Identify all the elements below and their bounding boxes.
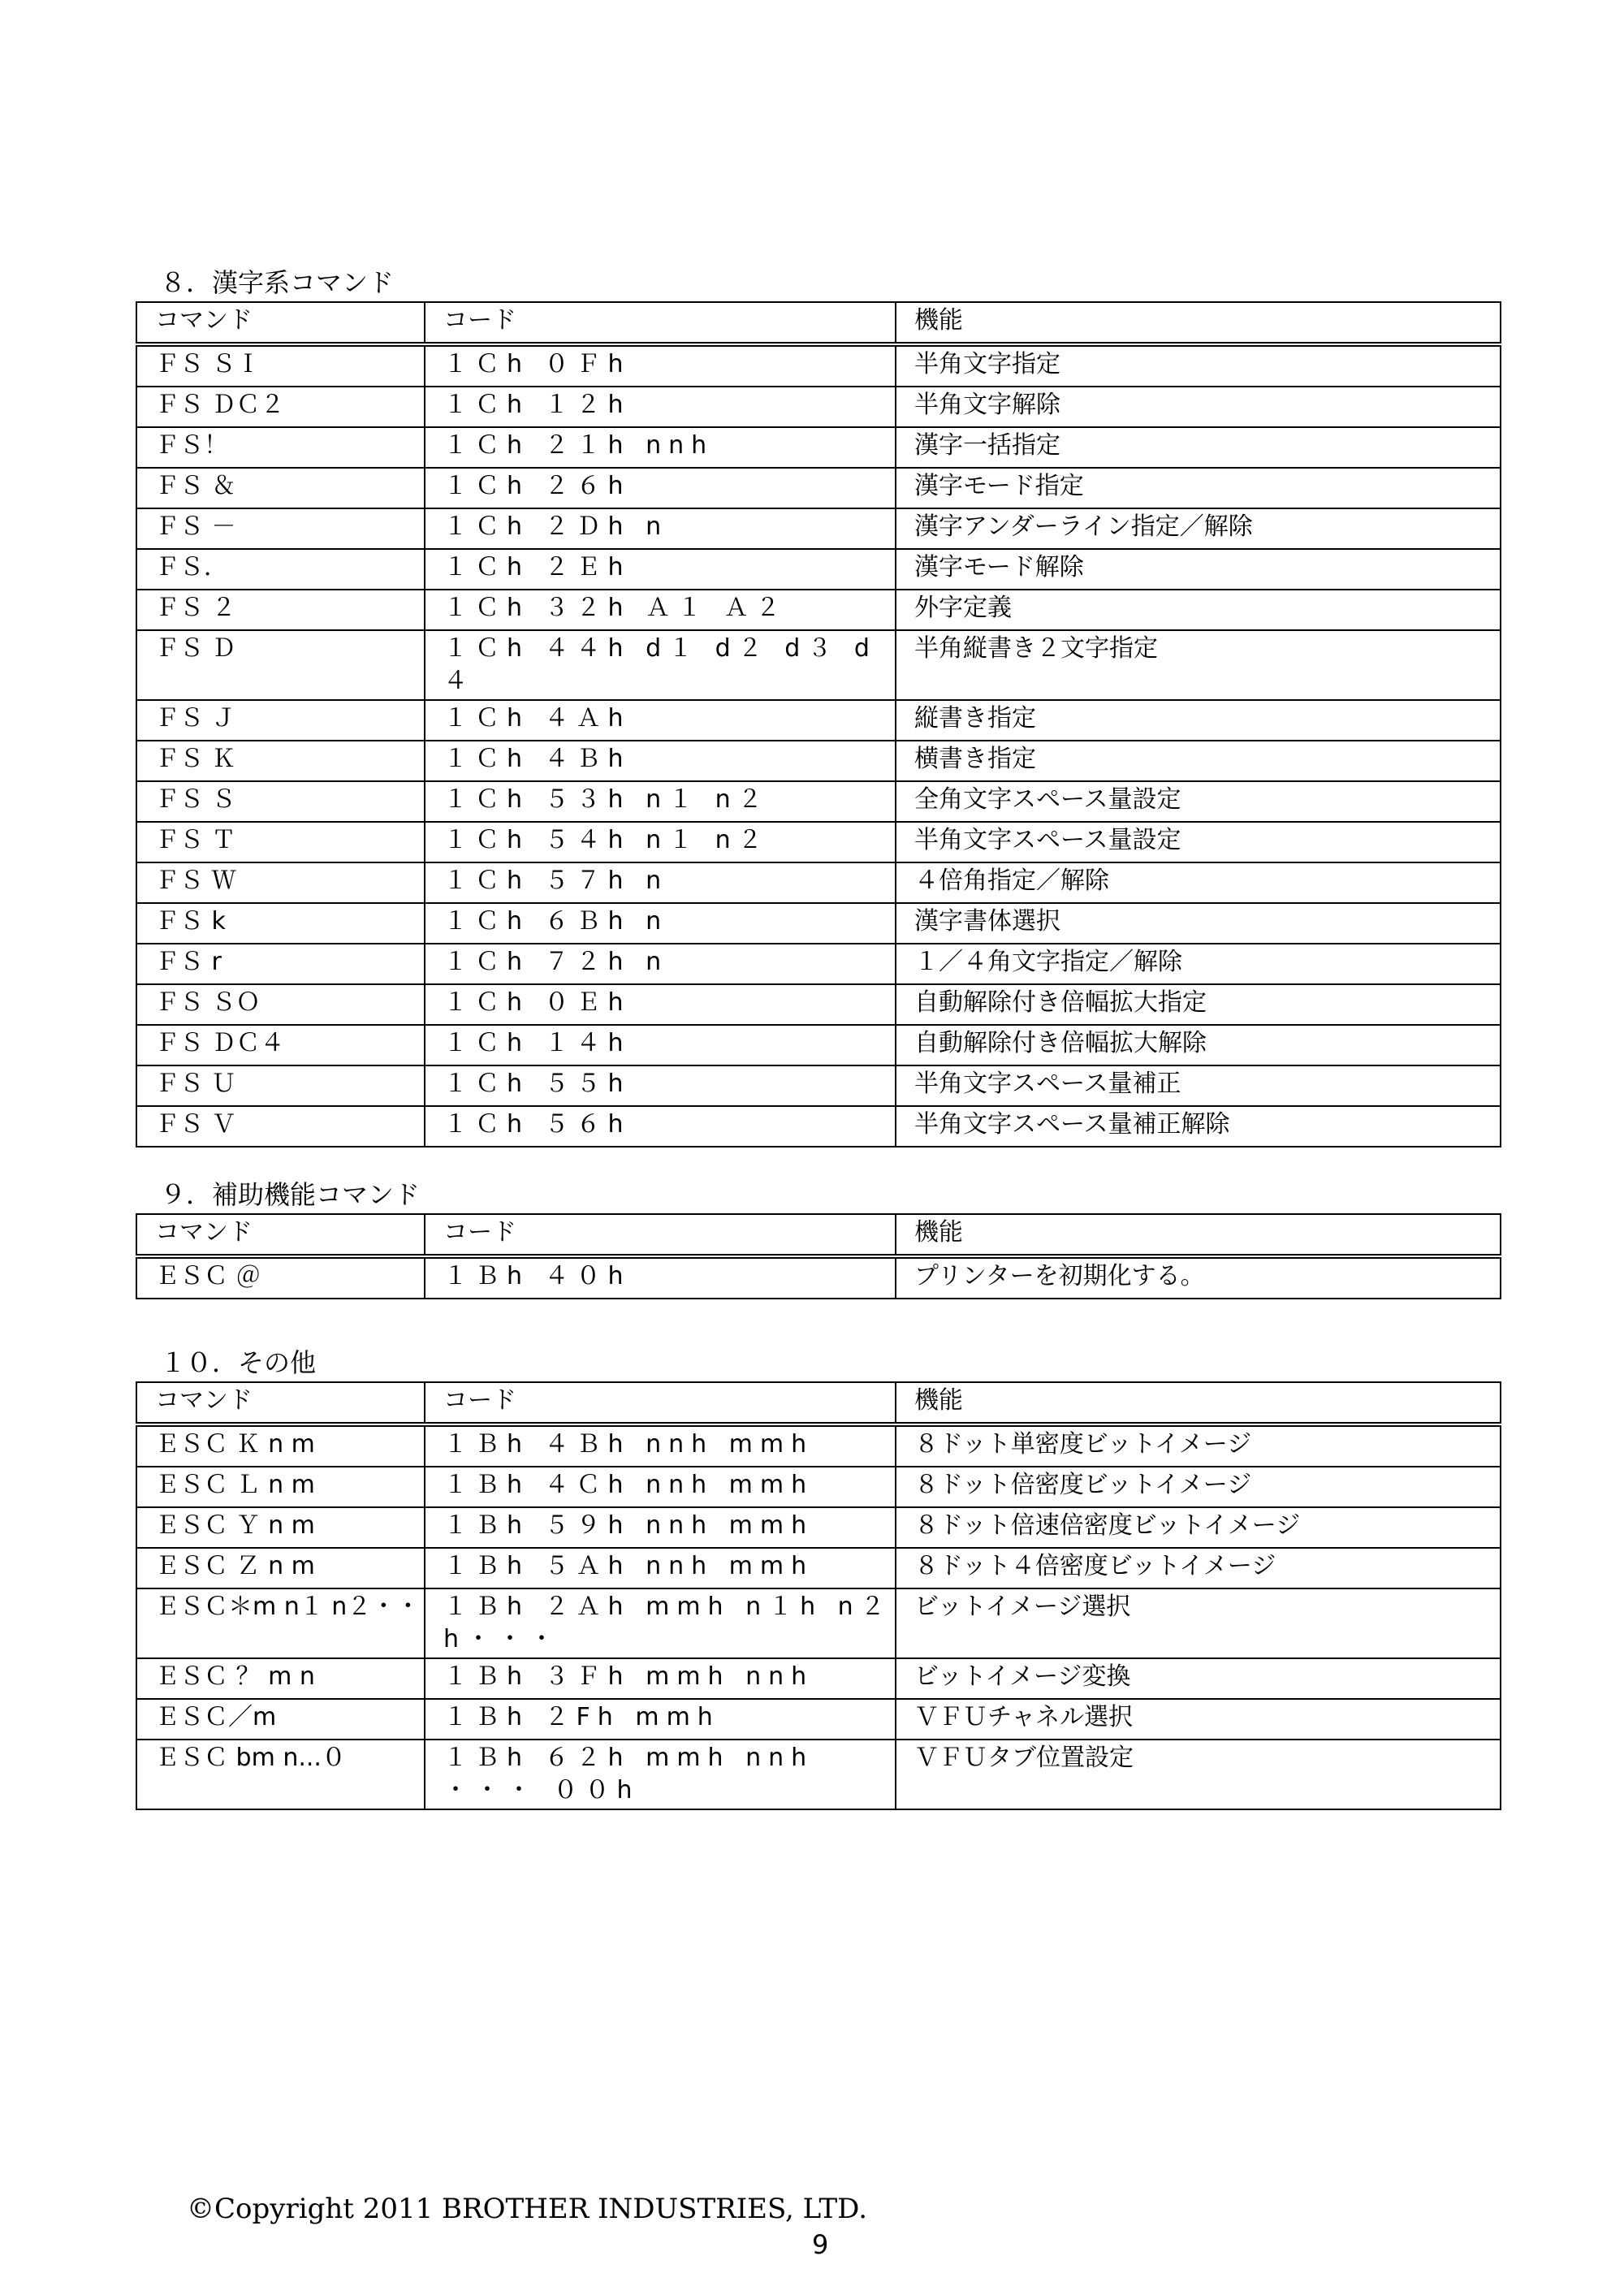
command-cell: ＦＳ ＆ [136, 468, 425, 508]
function-cell: ビットイメージ選択 [896, 1588, 1501, 1658]
header-function: 機能 [896, 1214, 1501, 1256]
table-row [136, 1658, 1501, 1699]
table-row [136, 1025, 1501, 1065]
table-body [136, 1424, 1501, 1809]
command-cell: ＥＳＣ Ｌ n m [136, 1467, 425, 1507]
header-code: コード [425, 1382, 896, 1424]
function-cell: ８ドット単密度ビットイメージ [896, 1424, 1501, 1467]
command-cell: ＥＳＣ Ｚ n m [136, 1548, 425, 1588]
code-cell: １Ｃh ３２h Ａ１ Ａ２ [425, 590, 896, 630]
code-cell: １Ｂh ２Ａh mmh n１h n２h・・・ [425, 1588, 896, 1658]
function-cell: 横書き指定 [896, 741, 1501, 781]
table-row [136, 1065, 1501, 1106]
command-cell: ＥＳＣ／m [136, 1699, 425, 1740]
code-cell: １Ｃh ２Ｄh n [425, 508, 896, 549]
table-row [136, 344, 1501, 387]
code-cell: １Ｂh ４Ｂh nnh mmh [425, 1424, 896, 1467]
function-cell: 漢字モード指定 [896, 468, 1501, 508]
command-cell: ＦＳ Ｕ [136, 1065, 425, 1106]
code-cell: １Ｃh １２h [425, 387, 896, 427]
function-cell: １／４角文字指定／解除 [896, 944, 1501, 984]
code-cell: １Ｃh ５６h [425, 1106, 896, 1147]
table-row [136, 1548, 1501, 1588]
table-row [136, 944, 1501, 984]
command-cell: ＦＳ r [136, 944, 425, 984]
code-cell: １Ｃh ５４h n１ n２ [425, 822, 896, 862]
table-row [136, 427, 1501, 468]
function-cell: 自動解除付き倍幅拡大指定 [896, 984, 1501, 1025]
code-cell: １Ｂh ６２h mmh nnh ・・・ ００h [425, 1740, 896, 1809]
function-cell: 漢字モード解除 [896, 549, 1501, 590]
command-cell: ＦＳ Ｖ [136, 1106, 425, 1147]
table-row [136, 822, 1501, 862]
header-row [136, 1214, 1501, 1256]
header-code: コード [425, 1214, 896, 1256]
command-cell: ＦＳ Ｔ [136, 822, 425, 862]
table-row [136, 1507, 1501, 1548]
command-cell: ＦＳ k [136, 903, 425, 944]
header-command: コマンド [136, 1382, 425, 1424]
table-row [136, 1467, 1501, 1507]
header-command: コマンド [136, 1214, 425, 1256]
table-header [136, 302, 1501, 344]
function-cell: 縦書き指定 [896, 700, 1501, 741]
code-cell: １Ｂh ４Ｃh nnh mmh [425, 1467, 896, 1507]
function-cell: ４倍角指定／解除 [896, 862, 1501, 903]
header-command: コマンド [136, 302, 425, 344]
command-cell: ＦＳ Ｗ [136, 862, 425, 903]
section-title: ８．漢字系コマンド [160, 267, 395, 298]
code-cell: １Ｃh ０Ｆh [425, 344, 896, 387]
function-cell: 半角文字スペース量設定 [896, 822, 1501, 862]
table-row [136, 903, 1501, 944]
command-cell: ＦＳ ＳＯ [136, 984, 425, 1025]
table-body [136, 344, 1501, 1147]
command-cell: ＥＳＣ ？ m n [136, 1658, 425, 1699]
table-row [136, 1106, 1501, 1147]
command-cell: ＦＳ Ｓ [136, 781, 425, 822]
function-cell: ＶＦＵタブ位置設定 [896, 1740, 1501, 1809]
table-row [136, 508, 1501, 549]
table-row [136, 984, 1501, 1025]
command-cell: ＦＳ ＤＣ２ [136, 387, 425, 427]
header-function: 機能 [896, 1382, 1501, 1424]
table-body [136, 1256, 1501, 1299]
function-cell: 漢字書体選択 [896, 903, 1501, 944]
command-cell: ＦＳ － [136, 508, 425, 549]
header-row [136, 302, 1501, 344]
function-cell: ８ドット倍密度ビットイメージ [896, 1467, 1501, 1507]
code-cell: １Ｂh ４０h [425, 1256, 896, 1299]
code-cell: １Ｃh ４４h d１ d２ d３ d４ [425, 630, 896, 700]
command-table [136, 301, 1501, 1148]
copyright-notice: ©Copyright 2011 BROTHER INDUSTRIES, LTD. [187, 2193, 868, 2225]
table-header [136, 1382, 1501, 1424]
table-row [136, 1588, 1501, 1658]
table-row [136, 1699, 1501, 1740]
code-cell: １Ｃh ５５h [425, 1065, 896, 1106]
code-cell: １Ｃh ２６h [425, 468, 896, 508]
table-row [136, 741, 1501, 781]
code-cell: １Ｂh ５Ａh nnh mmh [425, 1548, 896, 1588]
table-header [136, 1214, 1501, 1256]
function-cell: ビットイメージ変換 [896, 1658, 1501, 1699]
command-cell: ＦＳ Ｋ [136, 741, 425, 781]
command-cell: ＦＳ ＤＣ４ [136, 1025, 425, 1065]
function-cell: 漢字アンダーライン指定／解除 [896, 508, 1501, 549]
code-cell: １Ｃh ５３h n１ n２ [425, 781, 896, 822]
command-cell: ＥＳＣ Ｋ n m [136, 1424, 425, 1467]
command-cell: ＥＳＣ＊m n１ n２・・ [136, 1588, 425, 1658]
function-cell: ８ドット倍速倍密度ビットイメージ [896, 1507, 1501, 1548]
code-cell: １Ｃh ４Ｂh [425, 741, 896, 781]
page-number: 9 [812, 2229, 829, 2260]
command-cell: ＥＳＣ bm n...０ [136, 1740, 425, 1809]
code-cell: １Ｃh ５７h n [425, 862, 896, 903]
table-row [136, 1424, 1501, 1467]
table-row [136, 387, 1501, 427]
function-cell: 半角文字スペース量補正解除 [896, 1106, 1501, 1147]
function-cell: プリンターを初期化する。 [896, 1256, 1501, 1299]
command-table [136, 1381, 1501, 1810]
header-code: コード [425, 302, 896, 344]
code-cell: １Ｃh ２Ｅh [425, 549, 896, 590]
function-cell: 自動解除付き倍幅拡大解除 [896, 1025, 1501, 1065]
header-function: 機能 [896, 302, 1501, 344]
table-row [136, 862, 1501, 903]
function-cell: 半角文字指定 [896, 344, 1501, 387]
header-row [136, 1382, 1501, 1424]
command-cell: ＦＳ！ [136, 427, 425, 468]
table-row [136, 549, 1501, 590]
code-cell: １Ｃh ４Ａh [425, 700, 896, 741]
command-cell: ＥＳＣ ＠ [136, 1256, 425, 1299]
code-cell: １Ｂh ２Fh mmh [425, 1699, 896, 1740]
table-row [136, 1256, 1501, 1299]
function-cell: 半角文字スペース量補正 [896, 1065, 1501, 1106]
command-cell: ＦＳ ＳＩ [136, 344, 425, 387]
section-kanji-commands [136, 264, 1500, 1148]
table-row [136, 630, 1501, 700]
function-cell: 半角文字解除 [896, 387, 1501, 427]
code-cell: １Ｂh ５９h nnh mmh [425, 1507, 896, 1548]
function-cell: ８ドット４倍密度ビットイメージ [896, 1548, 1501, 1588]
function-cell: 漢字一括指定 [896, 427, 1501, 468]
command-cell: ＦＳ Ｊ [136, 700, 425, 741]
command-table [136, 1213, 1501, 1299]
function-cell: 半角縦書き２文字指定 [896, 630, 1501, 700]
section-title: ９．補助機能コマンド [160, 1179, 421, 1210]
table-row [136, 468, 1501, 508]
code-cell: １Ｂh ３Ｆh mmh nnh [425, 1658, 896, 1699]
table-row [136, 590, 1501, 630]
command-cell: ＥＳＣ Ｙ n m [136, 1507, 425, 1548]
function-cell: 全角文字スペース量設定 [896, 781, 1501, 822]
function-cell: ＶＦＵチャネル選択 [896, 1699, 1501, 1740]
code-cell: １Ｃh ７２h n [425, 944, 896, 984]
command-cell: ＦＳ Ｄ [136, 630, 425, 700]
command-cell: ＦＳ． [136, 549, 425, 590]
function-cell: 外字定義 [896, 590, 1501, 630]
code-cell: １Ｃh ０Ｅh [425, 984, 896, 1025]
code-cell: １Ｃh ２１h nnh [425, 427, 896, 468]
table-row [136, 700, 1501, 741]
code-cell: １Ｃh １４h [425, 1025, 896, 1065]
section-other-commands [136, 1344, 1500, 1810]
command-cell: ＦＳ ２ [136, 590, 425, 630]
section-auxiliary-commands [136, 1176, 1500, 1299]
section-title: １０．その他 [160, 1347, 317, 1378]
table-row [136, 781, 1501, 822]
code-cell: １Ｃh ６Ｂh n [425, 903, 896, 944]
table-row [136, 1740, 1501, 1809]
